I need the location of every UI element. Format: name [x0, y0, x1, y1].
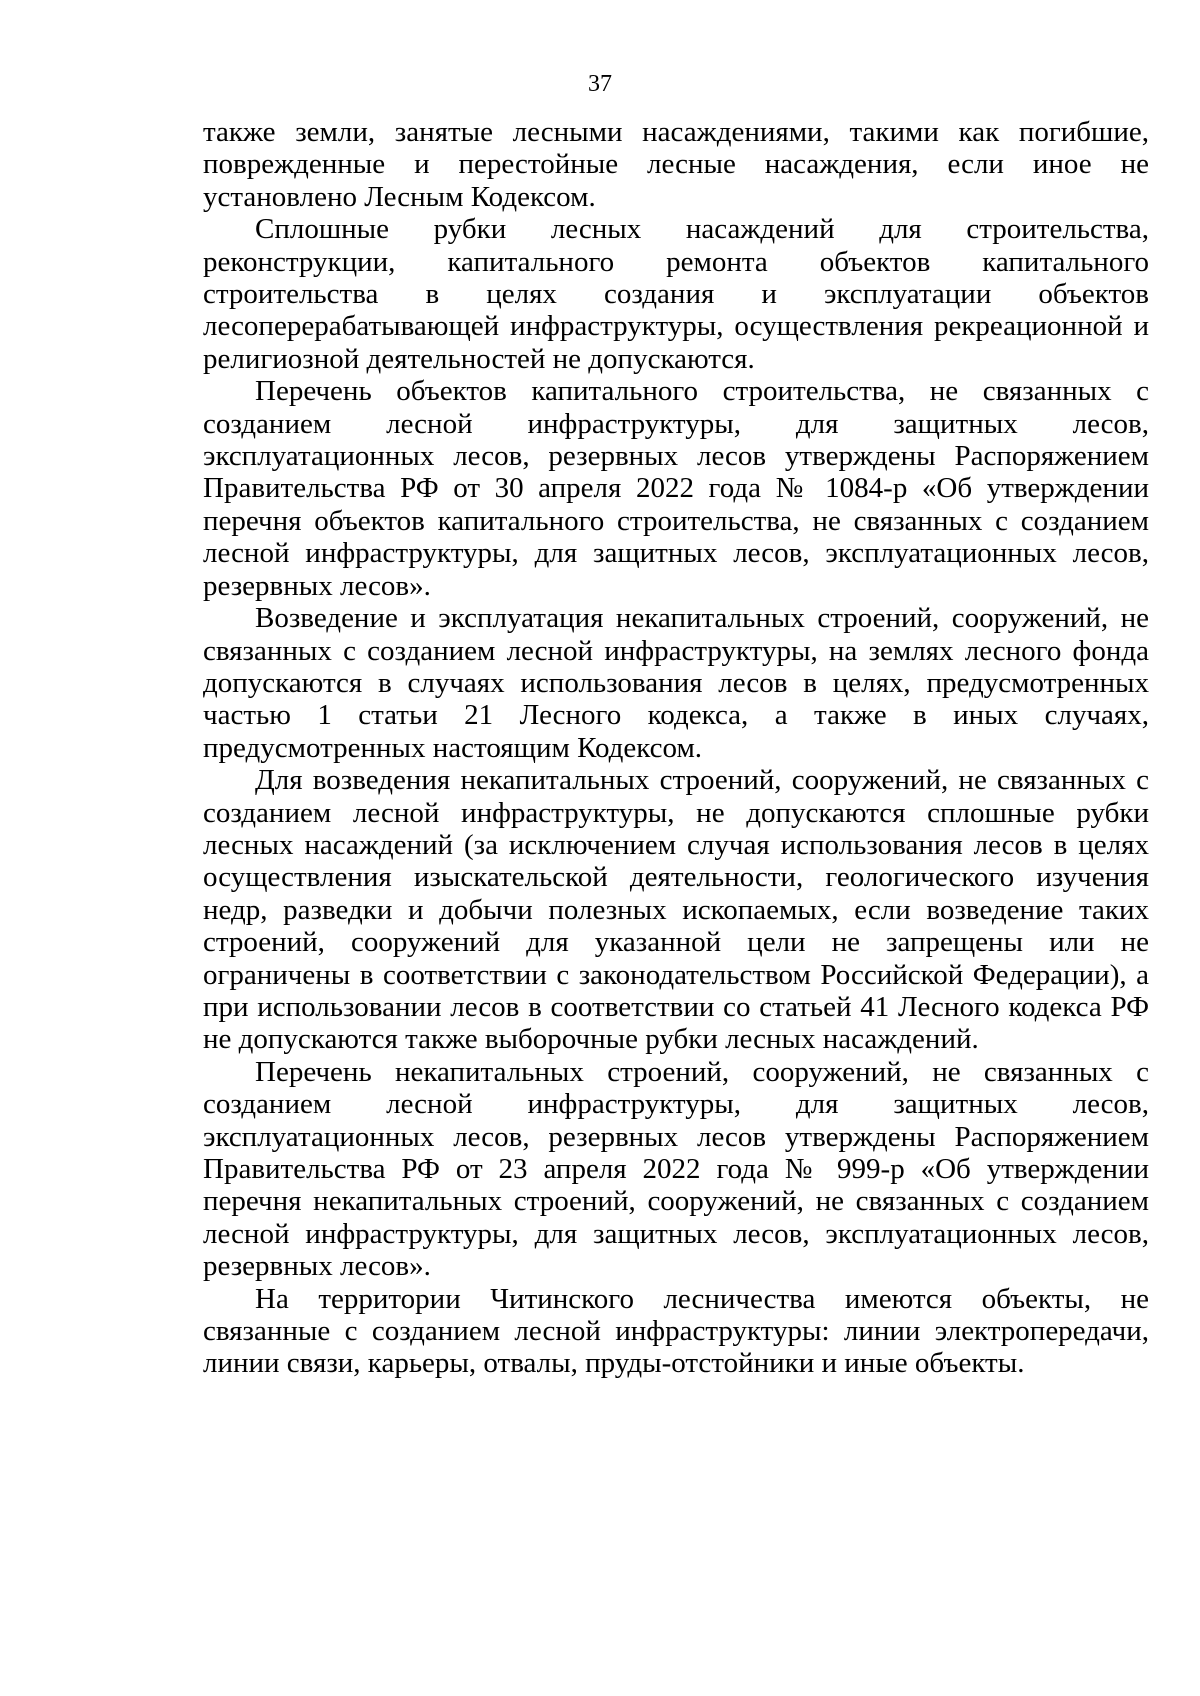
paragraph: Сплошные рубки лесных насаждений для строительства, реконструкции, капитального ремонта объектов капитального строительства в целях создания и эксплуатации объектов лесоперерабатывающей инфраструктуры, осуществления рекреационной и религиозной деятельностей не допускаются. — [203, 213, 1149, 375]
body-text — [203, 116, 1149, 1380]
paragraph-continuation: также земли, занятые лесными насаждениями, такими как погибшие, поврежденные и перестойные лесные насаждения, если иное не установлено Лесным Кодексом. — [203, 116, 1149, 213]
paragraph: Возведение и эксплуатация некапитальных строений, сооружений, не связанных с созданием лесной инфраструктуры, на землях лесного фонда допускаются в случаях использования лесов в целях, предусмотренных частью 1 статьи 21 Лесного кодекса, а также в иных случаях, предусмотренных настоящим Кодексом. — [203, 602, 1149, 764]
paragraph: Перечень объектов капитального строительства, не связанных с созданием лесной инфраструктуры, для защитных лесов, эксплуатационных лесов, резервных лесов утверждены Распоряжением Правительства РФ от 30 апреля 2022 года № 1084-р «Об утверждении перечня объектов капитального строительства, не связанных с созданием лесной инфраструктуры, для защитных лесов, эксплуатационных лесов, резервных лесов». — [203, 375, 1149, 602]
paragraph: Перечень некапитальных строений, сооружений, не связанных с созданием лесной инфраструктуры, для защитных лесов, эксплуатационных лесов, резервных лесов утверждены Распоряжением Правительства РФ от 23 апреля 2022 года № 999-р «Об утверждении перечня некапитальных строений, сооружений, не связанных с созданием лесной инфраструктуры, для защитных лесов, эксплуатационных лесов, резервных лесов». — [203, 1055, 1149, 1283]
page-number: 37 — [588, 71, 612, 97]
paragraph: На территории Читинского лесничества имеются объекты, не связанные с созданием лесной инфраструктуры: линии электропередачи, линии связи, карьеры, отвалы, пруды-отстойники и иные объекты. — [203, 1282, 1149, 1380]
paragraph: Для возведения некапитальных строений, сооружений, не связанных с созданием лесной инфраструктуры, не допускаются сплошные рубки лесных насаждений (за исключением случая использования лесов в целях осуществления изыскательской деятельности, геологического изучения недр, разведки и добычи полезных ископаемых, если возведение таких строений, сооружений для указанной цели не запрещены или не ограничены в соответствии с законодательством Российской Федерации), а при использовании лесов в соответствии со статьей 41 Лесного кодекса РФ не допускаются также выборочные рубки лесных насаждений. — [203, 764, 1149, 1056]
